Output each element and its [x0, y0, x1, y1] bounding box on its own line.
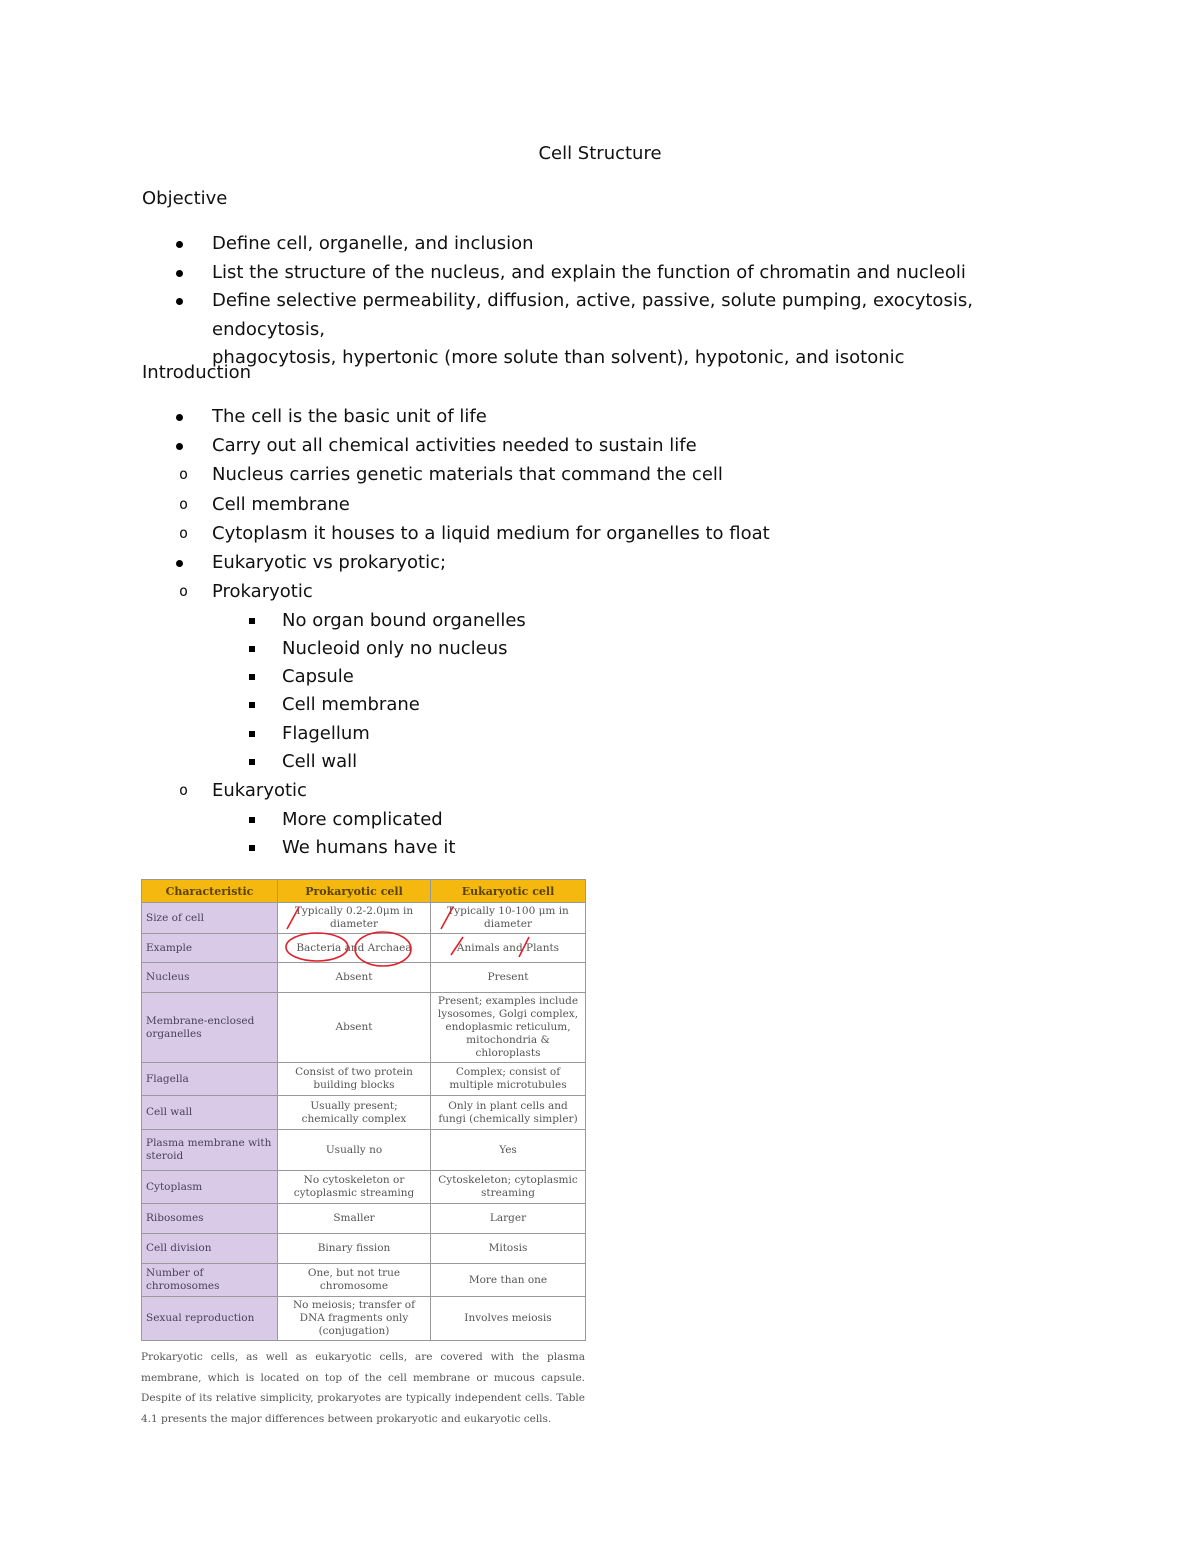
table-cell: Cell wall: [142, 1096, 278, 1130]
table-cell: Bacteria and Archaea: [278, 934, 431, 963]
list-item: List the structure of the nucleus, and explain the function of chromatin and nucleoli: [142, 259, 1072, 288]
list-item-text: Carry out all chemical activities needed to sustain life: [212, 434, 697, 456]
table-cell: Plasma membrane with steroid: [142, 1130, 278, 1171]
table-cell: No cytoskeleton or cytoplasmic streaming: [278, 1171, 431, 1204]
list-item: [142, 403, 1072, 432]
table-row: [142, 1096, 586, 1130]
eukaryotic-item: We humans have it: [212, 834, 1072, 862]
table-cell: Sexual reproduction: [142, 1297, 278, 1341]
table-cell: Usually present; chemically complex: [278, 1096, 431, 1130]
table-row: [142, 963, 586, 993]
table-cell: More than one: [431, 1264, 586, 1297]
sublist: [142, 577, 1072, 862]
table-cell: Yes: [431, 1130, 586, 1171]
table-cell: Involves meiosis: [431, 1297, 586, 1341]
table-cell: Typically 0.2-2.0μm in diameter: [278, 903, 431, 934]
table-cell: Typically 10-100 μm in diameter: [431, 903, 586, 934]
prokaryotic-item: Cell membrane: [212, 691, 1072, 719]
table-row: [142, 903, 586, 934]
list-item-text: Eukaryotic vs prokaryotic;: [212, 551, 447, 573]
table-cell: One, but not true chromosome: [278, 1264, 431, 1297]
table-cell: Cell division: [142, 1234, 278, 1264]
table-cell: Absent: [278, 993, 431, 1063]
table-row: [142, 1234, 586, 1264]
prokaryotic-item: Flagellum: [212, 720, 1072, 748]
table-row: [142, 934, 586, 963]
table-cell: Nucleus: [142, 963, 278, 993]
table-row: [142, 1171, 586, 1204]
table-cell: Example: [142, 934, 278, 963]
table-header-row: [142, 880, 586, 903]
table-row: [142, 1063, 586, 1096]
sublist-item-prokaryotic: [142, 577, 1072, 776]
list-item: [142, 432, 1072, 549]
table-cell: Usually no: [278, 1130, 431, 1171]
list-item: Define cell, organelle, and inclusion: [142, 230, 1072, 259]
prokaryotic-item: No organ bound organelles: [212, 607, 1072, 635]
column-header: Characteristic: [142, 880, 278, 903]
table-cell: Cytoskeleton; cytoplasmic streaming: [431, 1171, 586, 1204]
table-row: [142, 1130, 586, 1171]
objective-heading: Objective: [142, 188, 228, 209]
table-cell: Animals and Plants: [431, 934, 586, 963]
table-row: [142, 1264, 586, 1297]
column-header: Eukaryotic cell: [431, 880, 586, 903]
table-cell: Membrane-enclosed organelles: [142, 993, 278, 1063]
table-cell: Present: [431, 963, 586, 993]
sublist: [142, 460, 1072, 549]
table-cell: Ribosomes: [142, 1204, 278, 1234]
table-cell: No meiosis; transfer of DNA fragments only (conjugation): [278, 1297, 431, 1341]
prokaryotic-item: Nucleoid only no nucleus: [212, 635, 1072, 663]
sublist-item-text: Eukaryotic: [212, 780, 307, 802]
prokaryotic-list: [142, 607, 1072, 777]
table-cell: Larger: [431, 1204, 586, 1234]
table-cell: Binary fission: [278, 1234, 431, 1264]
table-row: [142, 1297, 586, 1341]
objective-list: [142, 230, 1072, 373]
table-cell: Mitosis: [431, 1234, 586, 1264]
table-body: [142, 903, 586, 1341]
sublist-item: o Cytoplasm it houses to a liquid medium for organelles to float: [142, 519, 1072, 549]
table-cell: Absent: [278, 963, 431, 993]
table-row: [142, 1204, 586, 1234]
sublist-item-eukaryotic: [142, 776, 1072, 862]
column-header: Prokaryotic cell: [278, 880, 431, 903]
list-item-text: The cell is the basic unit of life: [212, 406, 487, 427]
prokaryotic-item: Capsule: [212, 663, 1072, 691]
table-cell: Consist of two protein building blocks: [278, 1063, 431, 1096]
page-title: Cell Structure: [538, 143, 662, 164]
comparison-table-image: [141, 879, 585, 1429]
table-cell: Only in plant cells and fungi (chemically simpler): [431, 1096, 586, 1130]
prokaryotic-item: Cell wall: [212, 748, 1072, 776]
sublist-item-text: Prokaryotic: [212, 581, 313, 602]
introduction-list: [142, 403, 1072, 862]
eukaryotic-item: More complicated: [212, 806, 1072, 834]
table-caption: Prokaryotic cells, as well as eukaryotic cells, are covered with the plasma membrane, which is located on top of the cell membrane or mucous capsule. Despite of its relative simplicity, prokaryotes are typically independent cells. Table 4.1 presents the major differences between prokaryotic and eukaryotic cells.: [141, 1351, 585, 1425]
table-cell: Present; examples include lysosomes, Golgi complex, endoplasmic reticulum, mitochondria & chloroplasts: [431, 993, 586, 1063]
sublist-item: o Cell membrane: [142, 490, 1072, 520]
table-cell: Smaller: [278, 1204, 431, 1234]
eukaryotic-list: [142, 806, 1072, 863]
introduction-heading: Introduction: [142, 362, 252, 383]
comparison-table: [141, 879, 586, 1341]
sublist-item: o Nucleus carries genetic materials that command the cell: [142, 460, 1072, 490]
table-cell: Cytoplasm: [142, 1171, 278, 1204]
table-cell: Size of cell: [142, 903, 278, 934]
table-cell: Complex; consist of multiple microtubules: [431, 1063, 586, 1096]
list-item-continuation: phagocytosis, hypertonic (more solute than solvent), hypotonic, and isotonic: [212, 347, 905, 368]
list-item: [142, 549, 1072, 863]
list-item: Define selective permeability, diffusion, active, passive, solute pumping, exocytosis, endocytosis,: [142, 287, 1072, 344]
table-cell: Flagella: [142, 1063, 278, 1096]
table-row: [142, 993, 586, 1063]
table-cell: Number of chromosomes: [142, 1264, 278, 1297]
